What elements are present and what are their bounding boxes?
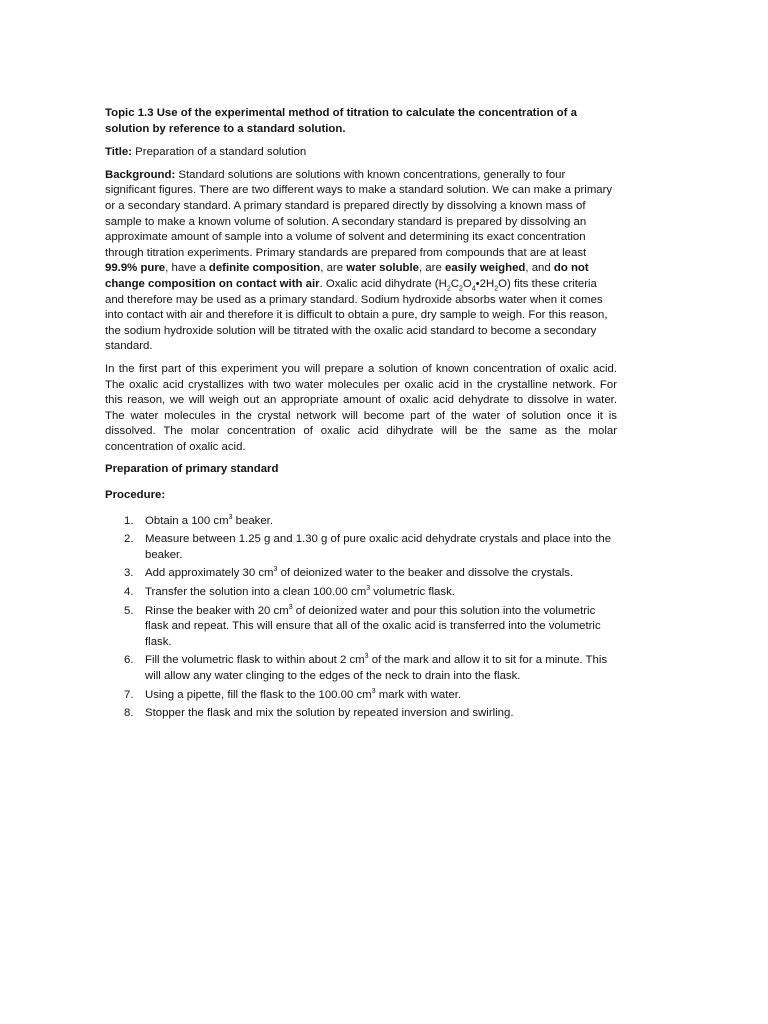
step-text: volumetric flask. <box>370 586 455 599</box>
background-text: Standard solutions are solutions with known concentrations, generally to four significant figures. There are two different ways to make a standard solution. We can make a primary or a secondary standard. A primary standard is prepared directly by dissolving a known mass of sample to make a known volume of solution. A secondary standard is prepared by dissolving an approximate amount of sample into a volume of solvent and determining its exact concentration through titration experiments. Primary standards are prepared from compounds that are at least <box>105 168 613 259</box>
criterion-composition: definite composition <box>208 262 321 275</box>
background-paragraph <box>105 168 617 355</box>
procedure-step <box>105 566 617 582</box>
formula-subscript: 4 <box>471 285 476 293</box>
procedure-step <box>105 706 617 722</box>
formula-part: H <box>438 277 447 290</box>
background-text: ) fits these criteria and therefore may be used as a primary standard. Sodium hydroxide absorbs water when it comes into contact with air and therefore it is difficult to obtain a pure, dry sample to weigh. For this reason, the sodium hydroxide solution will be titrated with the oxalic acid standard to become a secondary standard. <box>105 277 608 353</box>
step-number: 8. <box>124 707 134 720</box>
criterion-soluble: water soluble <box>346 262 420 275</box>
step-text: Stopper the flask and mix the solution by repeated inversion and swirling. <box>145 707 514 720</box>
superscript: 3 <box>371 687 376 695</box>
step-number: 6. <box>124 654 134 667</box>
formula-part: O <box>462 277 472 290</box>
criterion-air: do not change composition on contact with air <box>105 262 589 290</box>
step-number: 1. <box>124 514 134 527</box>
superscript: 3 <box>288 603 293 611</box>
background-text: , and <box>525 262 554 275</box>
step-number: 5. <box>124 604 134 617</box>
formula-part: C <box>450 277 459 290</box>
procedure-list <box>105 514 617 722</box>
background-label: Background: <box>105 168 176 181</box>
procedure-step <box>105 585 617 601</box>
procedure-step <box>105 653 617 684</box>
title-label: Title: <box>105 146 133 159</box>
chemical-formula <box>438 277 507 293</box>
step-text: of the mark and allow it to sit for a minute. This will allow any water clinging to the edges of the neck to drain into the flask. <box>145 654 608 682</box>
step-text: of deionized water and pour this solution into the volumetric flask and repeat. This will ensure that all of the oxalic acid is transferred into the volumetric flask. <box>145 604 601 648</box>
title-line <box>105 145 617 161</box>
procedure-step <box>105 604 617 651</box>
step-text: Rinse the beaker with 20 cm <box>145 604 289 617</box>
formula-part: O <box>498 277 507 290</box>
background-text: , have a <box>165 262 209 275</box>
step-number: 7. <box>124 688 134 701</box>
formula-subscript: 2 <box>446 285 451 293</box>
step-text: Fill the volumetric flask to within about 2 cm <box>145 654 365 667</box>
step-number: 2. <box>124 533 134 546</box>
step-number: 3. <box>124 567 134 580</box>
formula-subscript: 2 <box>458 285 463 293</box>
step-text: Using a pipette, fill the flask to the 100.00 cm <box>145 688 372 701</box>
formula-part: •2H <box>475 277 495 290</box>
superscript: 3 <box>273 566 278 574</box>
section-heading: Preparation of primary standard <box>105 463 279 476</box>
step-text: Add approximately 30 cm <box>145 567 274 580</box>
step-text: Obtain a 100 cm <box>145 514 229 527</box>
criterion-weighed: easily weighed <box>444 262 526 275</box>
step-text: Measure between 1.25 g and 1.30 g of pure oxalic acid dehydrate crystals and place into the beaker. <box>145 533 612 561</box>
step-text: mark with water. <box>375 688 462 701</box>
background-text: , are <box>320 262 347 275</box>
background-text: . Oxalic acid dihydrate ( <box>319 277 439 290</box>
procedure-heading: Procedure: <box>105 489 166 502</box>
criterion-pure: 99.9% pure <box>105 262 166 275</box>
procedure-step <box>105 688 617 704</box>
step-number: 4. <box>124 586 134 599</box>
title-text: Preparation of a standard solution <box>132 146 307 159</box>
procedure-step <box>105 532 617 563</box>
procedure-step <box>105 514 617 530</box>
intro-paragraph: In the first part of this experiment you will prepare a solution of known concentration of oxalic acid. The oxalic acid crystallizes with two water molecules per oxalic acid in the crystalline network. For this reason, we will weigh out an appropriate amount of oxalic acid dehydrate to dissolve in water. The water molecules in the crystal network will become part of the water of solution once it is dissolved. The molar concentration of oxalic acid dihydrate will be the same as the molar concentration of oxalic acid. <box>105 362 617 453</box>
topic-heading: Topic 1.3 Use of the experimental method of titration to calculate the concentration of a solution by reference to a standard solution. <box>105 107 577 135</box>
superscript: 3 <box>366 585 371 593</box>
step-text: beaker. <box>232 514 274 527</box>
background-text: , are <box>419 262 445 275</box>
superscript: 3 <box>228 513 233 521</box>
step-text: of deionized water to the beaker and dissolve the crystals. <box>277 567 574 580</box>
formula-subscript: 2 <box>494 285 499 293</box>
step-text: Transfer the solution into a clean 100.00 cm <box>145 586 367 599</box>
superscript: 3 <box>364 653 369 661</box>
document-body <box>105 106 617 725</box>
